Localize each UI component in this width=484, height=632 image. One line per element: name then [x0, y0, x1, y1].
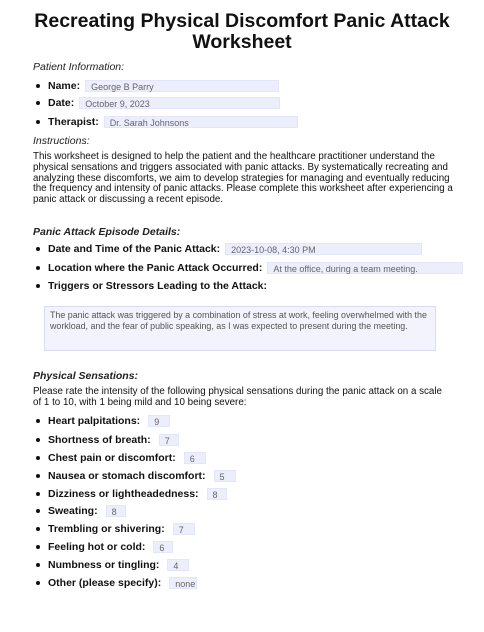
therapist-field[interactable]: Dr. Sarah Johnsons [104, 116, 298, 128]
location-field[interactable]: At the office, during a team meeting. [267, 262, 463, 274]
therapist-row [36, 115, 298, 129]
sensation-row [36, 451, 206, 465]
instructions-heading: Instructions: [33, 135, 90, 147]
sensation-rating-field[interactable]: 5 [214, 470, 236, 482]
sensation-label: Chest pain or discomfort: [48, 452, 176, 464]
sensation-rating-field[interactable]: 6 [153, 541, 173, 553]
datetime-row [36, 242, 422, 256]
patient-info-heading: Patient Information: [33, 61, 125, 73]
sensation-row [36, 414, 170, 428]
sensation-rating-field[interactable]: 4 [167, 559, 189, 571]
sensation-label: Feeling hot or cold: [48, 541, 146, 553]
sensation-label: Sweating: [48, 505, 98, 517]
name-field[interactable]: George B Parry [85, 80, 279, 92]
therapist-label: Therapist: [48, 116, 99, 128]
sensation-label: Nausea or stomach discomfort: [48, 470, 206, 482]
sensation-label: Shortness of breath: [48, 434, 151, 446]
instructions-text: This worksheet is designed to help the patient and the healthcare practitioner understand the physical sensations and triggers associated with panic attacks. By systematically recreating and analyzing these discomforts, we aim to develop strategies for managing and eventually reducing the frequency and intensity of panic attacks. Please complete this worksheet after experiencing a panic attack or discussing a recent episode. [33, 151, 453, 206]
sensation-label: Dizziness or lightheadedness: [48, 488, 199, 500]
sensation-row [36, 522, 195, 536]
sensation-row [36, 469, 236, 483]
sensation-label: Trembling or shivering: [48, 523, 165, 535]
triggers-textarea[interactable]: The panic attack was triggered by a combination of stress at work, feeling overwhelmed with the workload, and the fear of public speaking, as I was expected to present during the meeting. [44, 306, 436, 351]
name-row [36, 79, 279, 93]
sensation-row [36, 558, 189, 572]
sensation-rating-field[interactable]: 8 [106, 505, 126, 517]
location-row [36, 261, 463, 275]
sensation-label: Heart palpitations: [48, 415, 141, 427]
episode-heading: Panic Attack Episode Details: [33, 226, 181, 238]
sensation-rating-field[interactable]: 7 [173, 523, 195, 535]
date-label: Date: [48, 97, 75, 109]
location-label: Location where the Panic Attack Occurred: [48, 262, 263, 274]
sensation-label: Numbness or tingling: [48, 559, 160, 571]
sensation-rating-field[interactable]: 7 [159, 434, 179, 446]
triggers-label: Triggers or Stressors Leading to the Attack: [48, 280, 267, 292]
datetime-label: Date and Time of the Panic Attack: [48, 243, 221, 255]
triggers-row [36, 279, 267, 293]
sensation-rating-field[interactable]: none [169, 577, 197, 589]
sensation-rating-field[interactable]: 6 [184, 452, 206, 464]
sensation-row [36, 504, 126, 518]
sensation-row [36, 540, 173, 554]
sensations-intro: Please rate the intensity of the following physical sensations during the panic attack on a scale of 1 to 10, with 1 being mild and 10 being severe: [33, 386, 442, 408]
sensation-rating-field[interactable]: 8 [207, 488, 227, 500]
sensation-row [36, 433, 179, 447]
datetime-field[interactable]: 2023-10-08, 4:30 PM [225, 243, 422, 255]
date-row [36, 96, 280, 110]
page-title: Recreating Physical Discomfort Panic Attack Worksheet [34, 10, 450, 53]
sensation-row [36, 576, 197, 590]
sensation-row [36, 487, 227, 501]
date-field[interactable]: October 9, 2023 [79, 97, 280, 109]
sensation-rating-field[interactable]: 9 [148, 415, 170, 427]
sensations-heading: Physical Sensations: [33, 370, 139, 382]
sensation-label: Other (please specify): [48, 577, 162, 589]
name-label: Name: [48, 80, 81, 92]
